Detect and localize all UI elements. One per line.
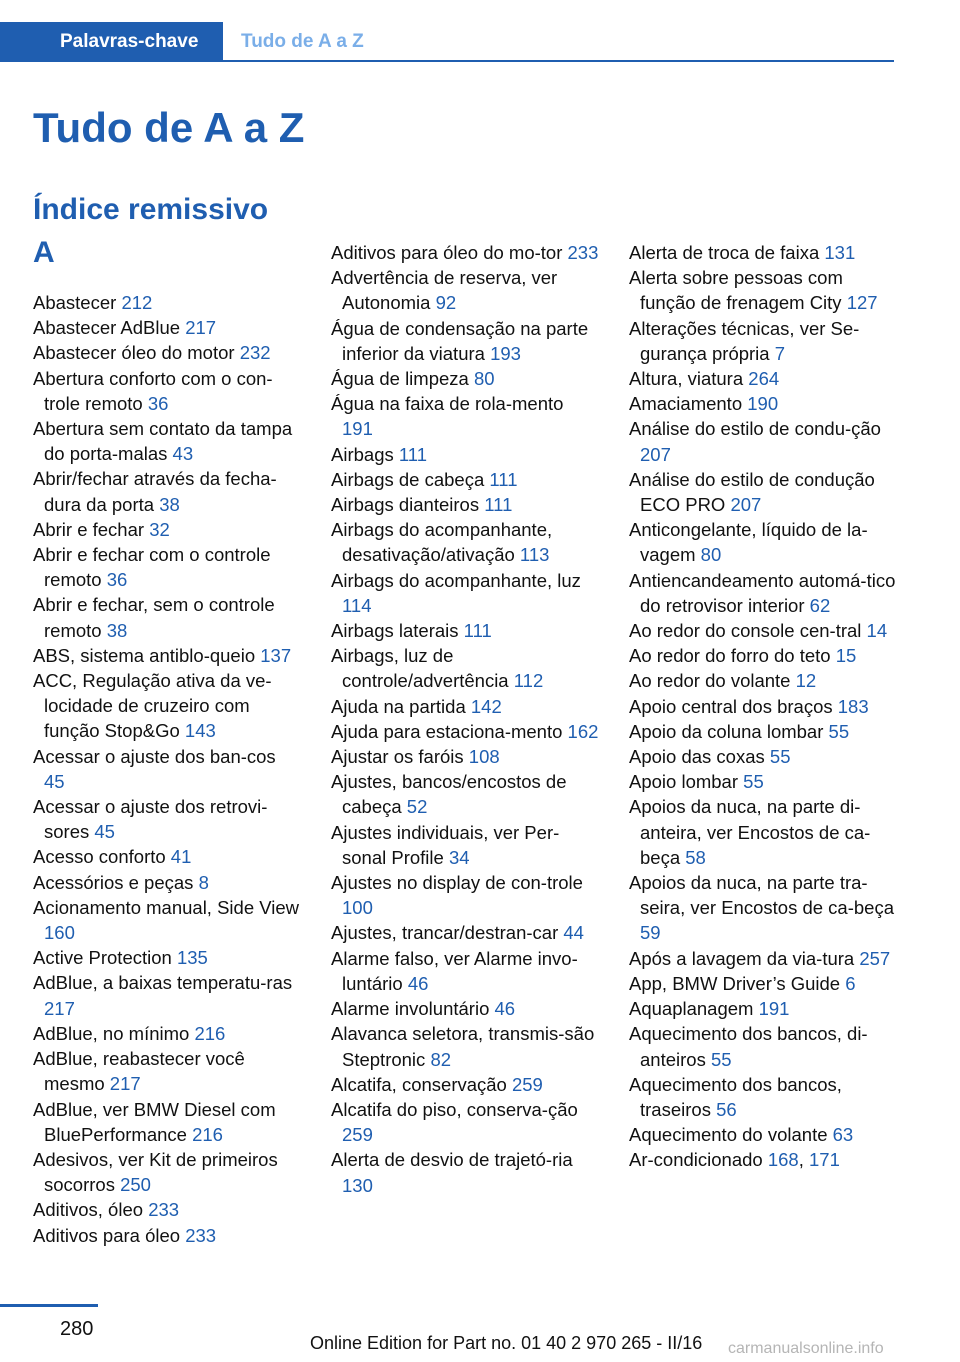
page-reference-link[interactable]: 111 (463, 620, 492, 642)
page-reference-link[interactable]: 190 (747, 393, 779, 415)
index-entry (331, 568, 599, 618)
page-reference-link[interactable]: 45 (44, 770, 65, 792)
page-reference-link[interactable]: 52 (406, 796, 428, 818)
page-reference-link[interactable]: 55 (743, 771, 764, 793)
index-entry (33, 1046, 301, 1096)
page-reference-link[interactable]: 44 (563, 922, 584, 944)
page-reference-link[interactable]: 160 (44, 922, 75, 944)
index-entry-text: Abastecer (33, 292, 117, 313)
index-entry-text: Anticongelante, líquido de la‐vagem (629, 519, 868, 566)
page-reference-link[interactable]: 56 (716, 1098, 737, 1120)
page-reference-link[interactable]: 62 (809, 594, 831, 616)
page-reference-link[interactable]: 259 (511, 1073, 543, 1095)
index-entry (331, 391, 599, 441)
page-header (0, 0, 960, 64)
index-entry (629, 316, 899, 366)
index-entry (331, 240, 599, 265)
index-entry (629, 643, 899, 668)
page-reference-link[interactable]: 216 (194, 1022, 226, 1044)
footer-edition-text: Online Edition for Part no. 01 40 2 970 265 - II/16 (310, 1333, 703, 1353)
page-reference-link[interactable]: 114 (342, 594, 372, 616)
index-entry-text: Airbags do acompanhante, desativação/ativação (331, 519, 553, 566)
index-entry-text: Abertura conforto com o con‐trole remoto (33, 367, 273, 414)
index-entry (33, 517, 301, 542)
index-entry-text: Antiencandeamento automá‐tico do retrovisor interior (629, 569, 896, 616)
index-entry-text: Airbags laterais (331, 620, 459, 642)
index-entry-text: Análise do estilo de condu‐ção (629, 418, 881, 440)
page-reference-link[interactable]: 100 (342, 897, 373, 919)
index-entry (331, 517, 599, 567)
page-reference-link[interactable]: 250 (120, 1174, 151, 1196)
index-entry (629, 996, 899, 1021)
page-reference-link[interactable]: 162 (567, 720, 599, 742)
page-reference-link[interactable]: 111 (489, 468, 518, 490)
page-reference-link[interactable]: 82 (430, 1048, 452, 1070)
index-entry-text: AdBlue, a baixas temperatu‐ras (33, 972, 293, 994)
page-reference-link[interactable]: 217 (44, 997, 75, 1019)
index-entry (331, 492, 599, 517)
index-entry-text: Airbags, luz de controle/advertência (331, 645, 509, 692)
index-entry-text: Alcatifa, conservação (331, 1073, 507, 1095)
page-reference-link[interactable]: 6 (845, 972, 856, 994)
index-entry-text: Alterações técnicas, ver Se‐gurança própria (629, 317, 860, 364)
page-reference-link[interactable]: 264 (748, 368, 780, 390)
page-reference-link[interactable]: 207 (640, 443, 671, 465)
page-reference-link[interactable]: 43 (172, 443, 194, 465)
index-entry-text: Alerta de troca de faixa (629, 242, 820, 263)
index-entry (629, 618, 899, 643)
page-reference-link[interactable]: 38 (159, 493, 180, 515)
index-entry (629, 1072, 899, 1122)
index-entry (33, 1021, 301, 1046)
index-entry-text: Aquecimento dos bancos, di‐anteiros (629, 1023, 868, 1070)
index-letter-heading: A (33, 236, 55, 269)
index-entry (629, 568, 899, 618)
index-entry (33, 340, 301, 365)
page-reference-link[interactable]: 45 (94, 821, 115, 843)
header-divider (223, 60, 894, 62)
index-entry (629, 744, 899, 769)
page-reference-link[interactable]: 80 (473, 368, 495, 390)
index-entry-text: Acessórios e peças (33, 871, 194, 893)
page-reference-link[interactable]: 36 (106, 569, 128, 591)
index-entry-text: Acionamento manual, Side View (33, 896, 300, 918)
index-entry (629, 719, 899, 744)
index-entry-text: Ao redor do volante (629, 670, 791, 692)
index-entry-text: Ar-condicionado (629, 1149, 763, 1171)
index-entry (33, 643, 301, 668)
page-reference-link[interactable]: 55 (710, 1048, 732, 1070)
index-entry (33, 466, 301, 516)
tab-palavras-chave[interactable]: Palavras-chave (0, 22, 223, 62)
index-entry (331, 618, 599, 643)
index-entry (33, 895, 301, 945)
index-entry (33, 1197, 301, 1222)
index-entry (629, 1122, 899, 1147)
page-reference-link[interactable]: 46 (407, 972, 429, 994)
page-reference-link[interactable]: 217 (185, 317, 217, 339)
page-reference-link[interactable]: 137 (260, 644, 292, 666)
page-reference-link[interactable]: 233 (567, 242, 599, 263)
index-entry (33, 416, 301, 466)
page-reference-link[interactable]: 113 (519, 544, 550, 566)
index-entry (33, 366, 301, 416)
index-entry-text: Alarme falso, ver Alarme invo‐luntário (331, 947, 578, 994)
index-entry-text: Ajustar os faróis (331, 746, 464, 768)
index-entry (33, 844, 301, 869)
index-entry-text: Amaciamento (629, 393, 743, 415)
page-reference-link[interactable]: 233 (148, 1199, 180, 1221)
page-reference-link[interactable]: 111 (484, 494, 513, 516)
page-reference-link[interactable]: 142 (470, 695, 502, 717)
page-reference-link[interactable]: 46 (494, 998, 516, 1020)
page-reference-link[interactable]: 34 (448, 846, 470, 868)
index-entry (331, 1147, 599, 1197)
index-entry-text: ABS, sistema antiblo‐queio (33, 644, 256, 666)
page-reference-link[interactable]: 14 (866, 620, 888, 642)
index-entry (33, 870, 301, 895)
index-entry (331, 946, 599, 996)
index-entry (331, 467, 599, 492)
index-entry (629, 769, 899, 794)
index-entry-text: Ajustes no display de con‐trole (331, 872, 583, 894)
index-entry-text: Aquecimento dos bancos, traseiros (629, 1073, 842, 1120)
index-entry (331, 1021, 599, 1071)
index-entry-text: Apoio das coxas (629, 746, 765, 768)
index-entry-text: Aditivos para óleo (33, 1224, 181, 1246)
index-entry-text: Água na faixa de rola‐mento (331, 393, 564, 415)
index-entry-text: Ajustes, bancos/encostos de cabeça (331, 771, 567, 818)
index-entry (33, 542, 301, 592)
index-entry: Ar-condicionado 168, 171 (629, 1149, 840, 1171)
index-entry (629, 668, 899, 693)
page-reference-link[interactable]: 217 (109, 1073, 141, 1095)
index-entry-text: Acessar o ajuste dos ban‐cos (33, 745, 276, 767)
page-reference-link[interactable]: 80 (700, 544, 722, 566)
index-entry-text: Airbags de cabeça (331, 468, 485, 490)
page-reference-link[interactable]: 171 (809, 1149, 840, 1171)
index-entry (33, 1147, 301, 1197)
index-entry (33, 945, 301, 970)
page-reference-link[interactable]: 168 (767, 1149, 799, 1171)
index-entry-text: Abertura sem contato da tampa do porta-malas (33, 418, 293, 465)
index-entry-text: Active Protection (33, 947, 172, 969)
index-entry (629, 971, 899, 996)
page-reference-link[interactable]: 38 (106, 619, 128, 641)
page-reference-link[interactable]: 63 (832, 1124, 854, 1146)
page-reference-link[interactable]: 92 (435, 292, 457, 314)
index-entry (33, 592, 301, 642)
index-entry-text: Ajustes, trancar/destran‐car (331, 922, 559, 944)
index-column-1 (33, 290, 301, 1248)
index-entry-text: Alerta de desvio de trajetó‐ria (331, 1149, 573, 1171)
page-reference-link[interactable]: 130 (342, 1174, 373, 1196)
page-reference-link[interactable]: 36 (147, 392, 169, 414)
index-entry (33, 1097, 301, 1147)
index-entry-text: Airbags dianteiros (331, 494, 480, 516)
index-entry (331, 1097, 599, 1147)
index-column-2 (331, 240, 599, 1198)
index-entry-text: Abrir e fechar (33, 518, 145, 540)
index-entry (331, 643, 599, 693)
index-entry (629, 366, 899, 391)
index-entry-text: ACC, Regulação ativa da ve‐locidade de cruzeiro com função Stop&Go (33, 670, 272, 742)
index-entry-text: Após a lavagem da via‐tura (629, 947, 855, 969)
index-entry-text: Apoio da coluna lombar (629, 720, 824, 742)
index-entry-text: Água de condensação na parte inferior da viatura (331, 317, 589, 364)
index-entry (629, 240, 899, 265)
index-entry-text: Altura, viatura (629, 368, 744, 390)
index-entry (331, 1072, 599, 1097)
index-entry (629, 1021, 899, 1071)
page-reference-link[interactable]: 15 (835, 645, 857, 667)
index-entry (331, 870, 599, 920)
index-entry-text: Acessar o ajuste dos retrovi‐sores (33, 796, 268, 843)
page-reference-link[interactable]: 131 (824, 242, 856, 263)
index-entry (629, 946, 899, 971)
index-entry-text: Ajuda na partida (331, 695, 466, 717)
index-entry-text: Airbags do acompanhante, luz (331, 569, 581, 591)
page-reference-link[interactable]: 135 (176, 947, 208, 969)
index-column-3 (629, 240, 899, 1173)
page-reference-link[interactable]: 207 (730, 494, 762, 516)
index-entry-text: Análise do estilo de condução ECO PRO (629, 468, 875, 516)
index-entry (331, 769, 599, 819)
page-reference-link[interactable]: 32 (149, 518, 170, 540)
index-entry (331, 442, 599, 467)
index-entry-text: Alerta sobre pessoas com função de frenagem City (629, 267, 843, 314)
index-entry (629, 416, 899, 466)
index-entry-text: Aquaplanagem (629, 998, 754, 1020)
index-entry-text: Aditivos, óleo (33, 1199, 144, 1221)
page-reference-link[interactable]: 191 (342, 418, 373, 440)
index-entry (629, 870, 899, 946)
index-entry-text: Ajustes individuais, ver Per‐sonal Profile (331, 821, 560, 868)
index-entry-text: Abastecer óleo do motor (33, 342, 235, 364)
index-entry (629, 517, 899, 567)
page-reference-link[interactable]: 112 (513, 670, 544, 692)
index-entry (33, 315, 301, 340)
page-reference-link[interactable]: 232 (239, 342, 271, 364)
index-entry-text: App, BMW Driver’s Guide (629, 972, 841, 994)
index-entry (331, 719, 599, 744)
page-reference-link[interactable]: 257 (859, 947, 891, 969)
page-reference-link[interactable]: 12 (795, 670, 817, 692)
index-entry (331, 996, 599, 1021)
index-entry-text: Abrir/fechar através da fecha‐dura da porta (33, 468, 277, 515)
index-entry-text: Água de limpeza (331, 368, 469, 390)
index-entry-text: Apoios da nuca, na parte tra‐seira, ver Encostos de ca‐beça (629, 872, 894, 919)
page-reference-link[interactable]: 259 (342, 1124, 373, 1146)
page-reference-link[interactable]: 108 (468, 746, 500, 768)
index-entry-text: Apoios da nuca, na parte di‐anteira, ver Encostos de ca‐beça (629, 796, 871, 868)
page-reference-link[interactable]: 55 (828, 720, 850, 742)
index-entry-text: Ao redor do console cen‐tral (629, 620, 862, 642)
page-reference-link[interactable]: 193 (490, 342, 521, 364)
index-entry-text: Alcatifa do piso, conserva‐ção (331, 1098, 578, 1120)
section-title: Índice remissivo (33, 193, 269, 226)
page-reference-link[interactable]: 55 (769, 746, 791, 768)
index-entry (33, 1223, 301, 1248)
index-entry-text: Apoio lombar (629, 771, 739, 793)
index-entry (33, 744, 301, 794)
index-entry (629, 694, 899, 719)
index-entry-text: Adesivos, ver Kit de primeiros socorros (33, 1148, 278, 1196)
page-reference-link[interactable]: 143 (184, 720, 216, 742)
footer-watermark: carmanualsonline.info (728, 1340, 884, 1357)
index-entry (629, 467, 899, 517)
tab-tudo-de-a-a-z[interactable]: Tudo de A a Z (241, 31, 364, 52)
index-entry (331, 820, 599, 870)
index-entry-text: Apoio central dos braços (629, 695, 833, 717)
index-entry (33, 668, 301, 744)
index-entry-text: Alarme involuntário (331, 998, 490, 1020)
page-reference-link[interactable]: 191 (758, 998, 790, 1020)
index-entry (331, 920, 599, 945)
page-reference-link[interactable]: 216 (192, 1123, 223, 1145)
index-entry-text: Ao redor do forro do teto (629, 645, 831, 667)
index-entry (629, 794, 899, 870)
page-number: 280 (60, 1318, 94, 1340)
index-entry (33, 970, 301, 1020)
index-entry-text: Advertência de reserva, ver Autonomia (331, 267, 558, 314)
index-entry (331, 316, 599, 366)
page-reference-link[interactable]: 59 (640, 922, 661, 944)
index-entry-text: Ajuda para estaciona‐mento (331, 720, 563, 742)
index-entry (331, 265, 599, 315)
page-reference-link[interactable]: 127 (846, 292, 878, 314)
index-entry (33, 794, 301, 844)
page-reference-link[interactable]: 212 (121, 292, 153, 313)
page-title: Tudo de A a Z (33, 104, 305, 151)
index-entry (331, 744, 599, 769)
footer-divider (0, 1304, 98, 1307)
index-entry (629, 265, 899, 315)
page-reference-link[interactable]: 183 (837, 695, 869, 717)
index-entry-text: Abastecer AdBlue (33, 317, 181, 339)
index-entry-text: Abrir e fechar, sem o controle remoto (33, 594, 275, 641)
page-reference-link[interactable]: 111 (398, 443, 427, 465)
index-entry (331, 694, 599, 719)
index-entry (331, 366, 599, 391)
index-entry-text: Alavanca seletora, transmis‐são Steptronic (331, 1023, 595, 1070)
index-entry (629, 391, 899, 416)
page-reference-link[interactable]: 8 (198, 871, 209, 893)
page-reference-link[interactable]: 233 (185, 1224, 217, 1246)
index-entry (33, 290, 301, 315)
index-entry-text: AdBlue, ver BMW Diesel com BluePerformance (33, 1098, 276, 1145)
index-entry-text: Aditivos para óleo do mo‐tor (331, 242, 563, 263)
page-reference-link[interactable]: 58 (685, 846, 706, 868)
index-entry-text: AdBlue, no mínimo (33, 1022, 190, 1044)
index-entry-text: Aquecimento do volante (629, 1124, 828, 1146)
page-reference-link[interactable]: 41 (170, 846, 192, 868)
index-entry-text: Acesso conforto (33, 846, 166, 868)
page-reference-link[interactable]: 7 (774, 342, 786, 364)
index-entry-text: AdBlue, reabastecer você mesmo (33, 1048, 245, 1095)
index-entry-text: Airbags (331, 443, 394, 465)
index-entry-text: Abrir e fechar com o controle remoto (33, 544, 271, 591)
